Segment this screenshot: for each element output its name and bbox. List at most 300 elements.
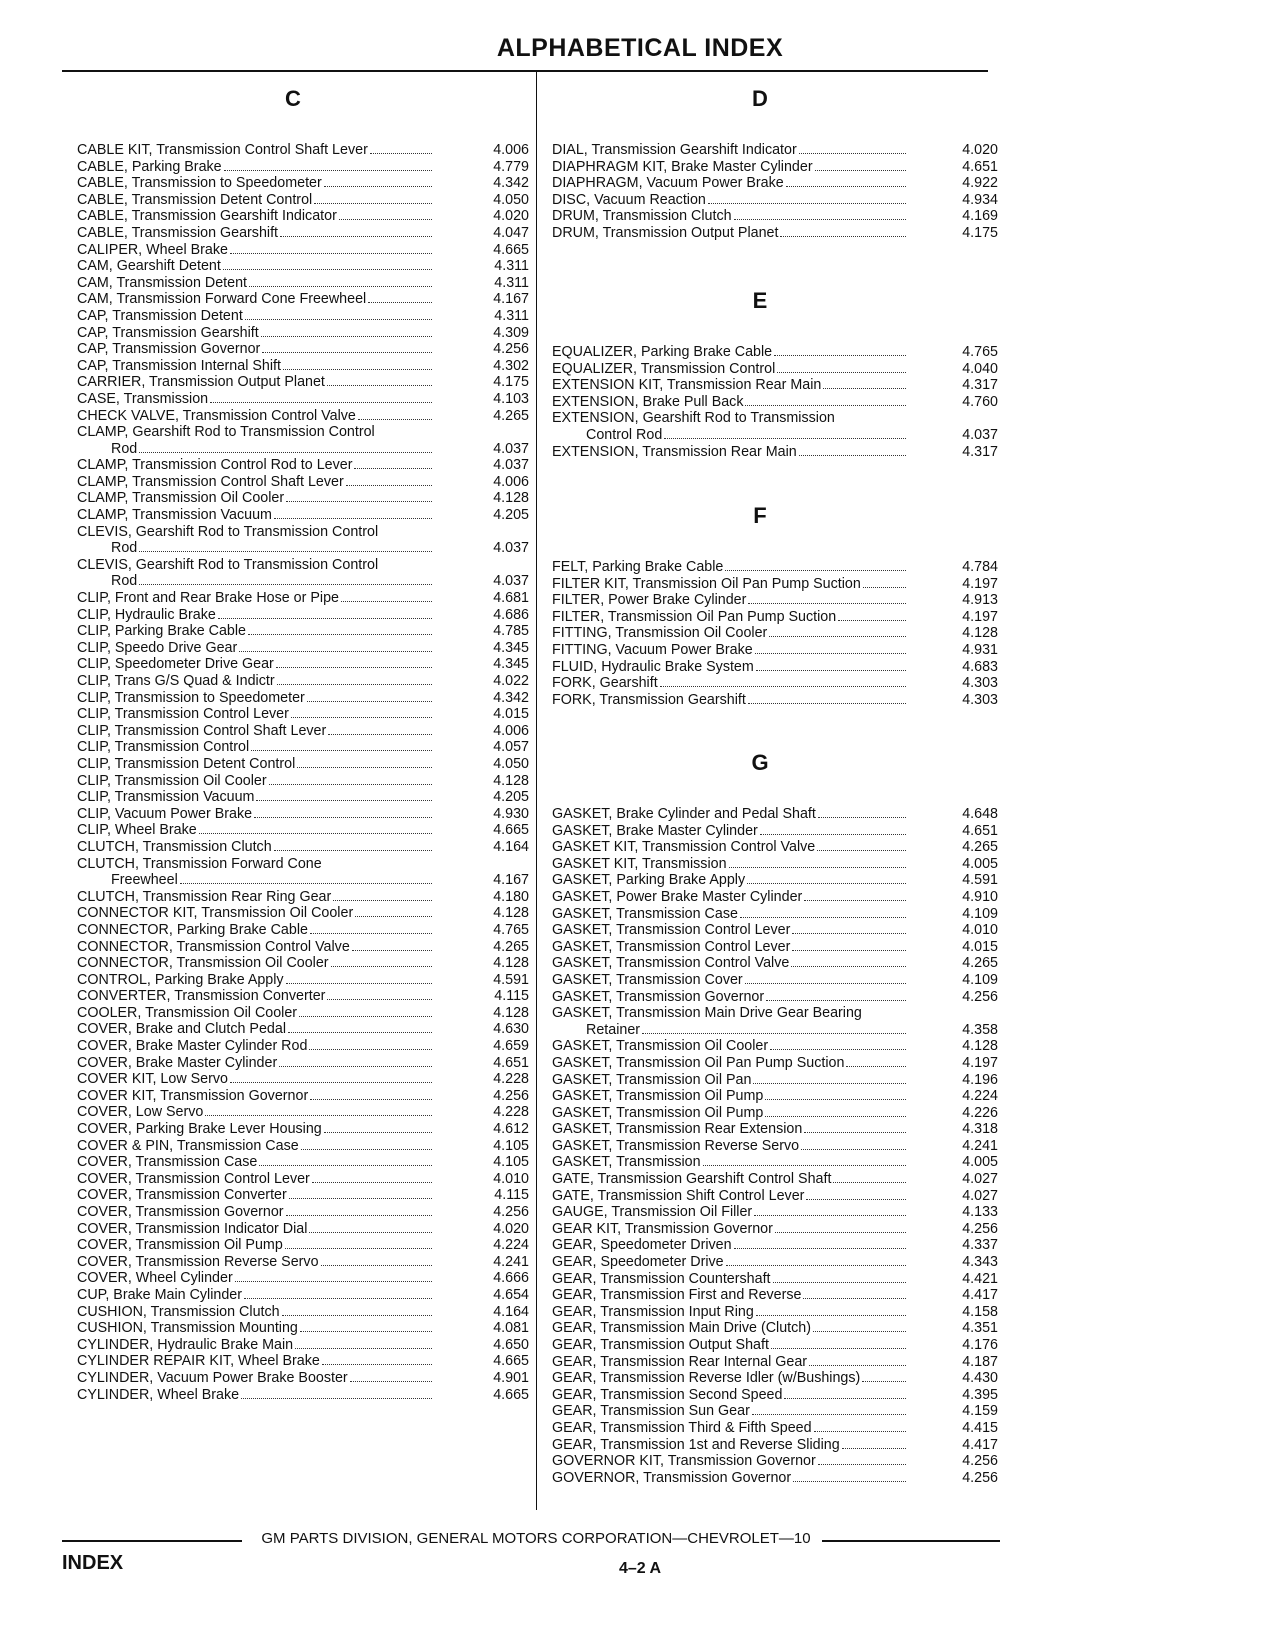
dot-leader — [251, 750, 432, 751]
entry-description: CABLE, Transmission Gearshift Indicator — [77, 208, 337, 225]
dot-leader — [285, 1248, 432, 1249]
dot-leader — [756, 670, 906, 671]
dot-leader — [754, 1215, 906, 1216]
dot-leader — [780, 236, 906, 237]
index-entry — [77, 524, 529, 541]
entry-reference-number: 4.666 — [493, 1270, 529, 1287]
entry-description: GASKET KIT, Transmission Control Valve — [552, 839, 816, 856]
entry-description: CLIP, Hydraulic Brake — [77, 606, 216, 623]
entry-reference-number: 4.417 — [962, 1287, 998, 1304]
dot-leader — [328, 734, 432, 735]
index-entry — [77, 856, 529, 873]
index-entry — [552, 192, 998, 209]
entry-description: COVER, Parking Brake Lever Housing — [77, 1121, 322, 1138]
dot-leader — [139, 551, 432, 552]
dot-leader — [799, 153, 906, 154]
entry-reference-number: 4.205 — [493, 789, 529, 806]
title-rule — [62, 70, 988, 72]
index-entry — [77, 955, 529, 972]
entry-description: GEAR, Transmission First and Reverse — [552, 1287, 802, 1304]
index-entry — [552, 1254, 998, 1271]
entry-description: CLIP, Transmission Control Lever — [77, 706, 289, 723]
dot-leader — [310, 933, 432, 934]
dot-leader — [747, 883, 906, 884]
entry-reference-number: 4.930 — [493, 805, 529, 822]
dot-leader — [210, 402, 432, 403]
index-entry — [552, 361, 998, 378]
dot-leader — [804, 900, 906, 901]
entry-reference-number: 4.265 — [493, 407, 529, 424]
index-entry — [552, 806, 998, 823]
dot-leader — [254, 817, 432, 818]
entry-description: CHECK VALVE, Transmission Control Valve — [77, 407, 356, 424]
entry-reference-number: 4.591 — [962, 872, 998, 889]
entry-reference-number: 4.115 — [494, 988, 529, 1005]
entry-reference-number: 4.265 — [962, 839, 998, 856]
dot-leader — [773, 1282, 906, 1283]
entry-description: CONNECTOR, Transmission Control Valve — [77, 938, 350, 955]
dot-leader — [291, 717, 432, 718]
index-entry — [552, 1337, 998, 1354]
entry-description: GEAR, Transmission Third & Fifth Speed — [552, 1419, 812, 1436]
dot-leader — [774, 355, 906, 356]
entry-reference-number: 4.311 — [494, 274, 529, 291]
index-entry — [552, 208, 998, 225]
entry-description: CAP, Transmission Internal Shift — [77, 357, 281, 374]
index-entry — [77, 142, 529, 159]
index-entry — [77, 773, 529, 790]
index-entry — [552, 1287, 998, 1304]
entry-reference-number: 4.779 — [493, 158, 529, 175]
entry-reference-number: 4.020 — [493, 208, 529, 225]
index-entry — [552, 675, 998, 692]
dot-leader — [809, 1365, 906, 1366]
index-entry — [552, 1005, 998, 1022]
index-entry — [77, 1353, 529, 1370]
entry-description: CONNECTOR KIT, Transmission Oil Cooler — [77, 905, 354, 922]
entry-description: FELT, Parking Brake Cable — [552, 559, 724, 575]
entry-description: GASKET, Transmission Governor — [552, 988, 765, 1005]
entry-description: CLIP, Speedo Drive Gear — [77, 639, 238, 656]
entry-reference-number: 4.256 — [962, 1453, 998, 1470]
index-entry — [77, 441, 529, 458]
entry-reference-number: 4.020 — [962, 142, 998, 158]
index-entry — [552, 906, 998, 923]
entry-reference-number: 4.337 — [962, 1237, 998, 1254]
entry-reference-number: 4.648 — [962, 806, 998, 822]
dot-leader — [310, 1099, 432, 1100]
entry-description: CUSHION, Transmission Clutch — [77, 1303, 280, 1320]
entry-description: GEAR, Transmission Main Drive (Clutch) — [552, 1320, 811, 1337]
entry-description: COOLER, Transmission Oil Cooler — [77, 1004, 298, 1021]
dot-leader — [321, 1265, 432, 1266]
entry-description: GASKET, Power Brake Master Cylinder — [552, 888, 803, 905]
entry-reference-number: 4.037 — [493, 457, 529, 474]
index-entries — [77, 142, 529, 1403]
dot-leader — [784, 1398, 906, 1399]
index-entry — [552, 1437, 998, 1454]
index-entry — [77, 673, 529, 690]
page-title: ALPHABETICAL INDEX — [496, 34, 784, 62]
entry-description: CABLE, Transmission Detent Control — [77, 191, 313, 208]
entry-reference-number: 4.630 — [493, 1021, 529, 1038]
entry-reference-number: 4.005 — [962, 855, 998, 872]
index-entry — [552, 1370, 998, 1387]
entry-reference-number: 4.050 — [493, 191, 529, 208]
entry-reference-number: 4.128 — [962, 625, 998, 642]
entry-reference-number: 4.022 — [493, 673, 529, 689]
index-entry — [552, 856, 998, 873]
index-entry — [77, 490, 529, 507]
entry-reference-number: 4.665 — [493, 1386, 529, 1403]
entry-description: COVER, Transmission Control Lever — [77, 1170, 310, 1187]
entry-description: CLIP, Transmission to Speedometer — [77, 689, 305, 706]
entry-reference-number: 4.303 — [962, 691, 998, 708]
dot-leader — [792, 950, 906, 951]
entry-reference-number: 4.081 — [493, 1320, 529, 1337]
entry-description: CLIP, Wheel Brake — [77, 822, 197, 839]
dot-leader — [358, 419, 432, 420]
index-entry — [77, 1320, 529, 1337]
dot-leader — [765, 1116, 906, 1117]
dot-leader — [245, 319, 432, 320]
entry-description: COVER KIT, Transmission Governor — [77, 1087, 309, 1104]
dot-leader — [769, 636, 906, 637]
entry-reference-number: 4.047 — [493, 224, 529, 241]
index-entry — [77, 1370, 529, 1387]
entry-description: CYLINDER, Vacuum Power Brake Booster — [77, 1369, 348, 1386]
dot-leader — [350, 1381, 432, 1382]
entry-description: GASKET, Parking Brake Apply — [552, 872, 746, 889]
index-entry — [77, 258, 529, 275]
entry-description: DIAPHRAGM, Vacuum Power Brake — [552, 175, 784, 192]
entry-reference-number: 4.109 — [962, 905, 998, 922]
index-entry — [77, 225, 529, 242]
dot-leader — [277, 684, 432, 685]
dot-leader — [725, 570, 906, 571]
entry-description: GASKET, Transmission Oil Pump — [552, 1088, 764, 1105]
index-entry — [77, 1154, 529, 1171]
dot-leader — [703, 1165, 906, 1166]
entry-description: COVER, Transmission Reverse Servo — [77, 1253, 319, 1270]
footer-publisher: GM PARTS DIVISION, GENERAL MOTORS CORPORATION—CHEVROLET—10 — [261, 1530, 811, 1547]
index-entry — [552, 1121, 998, 1138]
entry-description: FILTER KIT, Transmission Oil Pan Pump Suction — [552, 575, 861, 592]
entry-reference-number: 4.910 — [962, 888, 998, 905]
entry-description: GEAR, Speedometer Driven — [552, 1237, 732, 1254]
entry-description: FORK, Gearshift — [552, 675, 658, 692]
entry-description: COVER, Transmission Indicator Dial — [77, 1220, 308, 1237]
index-entry — [77, 1138, 529, 1155]
entry-reference-number: 4.421 — [962, 1270, 998, 1287]
entry-reference-number: 4.343 — [962, 1254, 998, 1271]
index-entry — [77, 408, 529, 425]
index-entry — [77, 1005, 529, 1022]
entry-description: COVER, Transmission Case — [77, 1154, 258, 1171]
dot-leader — [355, 916, 432, 917]
dot-leader — [745, 405, 906, 406]
dot-leader — [708, 203, 906, 204]
entry-reference-number: 4.931 — [962, 641, 998, 658]
entry-description: CALIPER, Wheel Brake — [77, 241, 228, 258]
dot-leader — [274, 518, 432, 519]
dot-leader — [370, 153, 432, 154]
entry-reference-number: 4.317 — [962, 377, 998, 394]
entry-description: FLUID, Hydraulic Brake System — [552, 658, 754, 675]
dot-leader — [199, 833, 432, 834]
entry-reference-number: 4.158 — [962, 1303, 998, 1320]
entry-description: DRUM, Transmission Output Planet — [552, 224, 779, 241]
index-entry — [77, 1304, 529, 1321]
entry-reference-number: 4.180 — [493, 888, 529, 905]
index-entry — [552, 972, 998, 989]
dot-leader — [276, 667, 432, 668]
index-entry — [77, 1221, 529, 1238]
entry-reference-number: 4.345 — [493, 639, 529, 656]
entry-description: CLIP, Transmission Oil Cooler — [77, 772, 267, 789]
index-entry — [77, 1287, 529, 1304]
index-entry — [552, 427, 998, 444]
index-entry — [552, 1320, 998, 1337]
entry-description: CLEVIS, Gearshift Rod to Transmission Control — [77, 556, 379, 573]
entry-description: CLUTCH, Transmission Rear Ring Gear — [77, 888, 332, 905]
dot-leader — [341, 601, 432, 602]
dot-leader — [205, 1115, 432, 1116]
dot-leader — [354, 468, 432, 469]
entry-description: GASKET KIT, Transmission — [552, 855, 727, 872]
entry-description: GEAR KIT, Transmission Governor — [552, 1220, 773, 1237]
dot-leader — [286, 983, 432, 984]
entry-reference-number: 4.115 — [494, 1187, 529, 1204]
entry-description: GASKET, Transmission Oil Cooler — [552, 1038, 769, 1055]
entry-description: CLAMP, Transmission Vacuum — [77, 507, 272, 524]
index-entry — [552, 344, 998, 361]
index-entry — [77, 806, 529, 823]
index-entry — [552, 1038, 998, 1055]
entry-reference-number: 4.256 — [493, 1204, 529, 1220]
entry-description: GASKET, Transmission Oil Pan — [552, 1071, 752, 1088]
dot-leader — [642, 1033, 906, 1034]
dot-leader — [368, 302, 432, 303]
dot-leader — [792, 933, 906, 934]
dot-leader — [346, 485, 432, 486]
dot-leader — [862, 1381, 906, 1382]
entry-reference-number: 4.175 — [962, 224, 998, 241]
index-entry — [552, 1354, 998, 1371]
entry-description: CLAMP, Transmission Oil Cooler — [77, 490, 285, 507]
dot-leader — [729, 867, 906, 868]
index-entry — [77, 1071, 529, 1088]
dot-leader — [239, 651, 432, 652]
index-entry — [77, 1055, 529, 1072]
index-entry — [77, 739, 529, 756]
dot-leader — [241, 1398, 432, 1399]
index-entry — [552, 609, 998, 626]
dot-leader — [777, 372, 906, 373]
entry-reference-number: 4.176 — [962, 1337, 998, 1353]
entry-reference-number: 4.103 — [493, 390, 529, 407]
entry-description: EQUALIZER, Transmission Control — [552, 360, 776, 377]
dot-leader — [249, 286, 432, 287]
entry-description: DIAL, Transmission Gearshift Indicator — [552, 142, 797, 158]
entry-reference-number: 4.015 — [962, 938, 998, 955]
entry-reference-number: 4.128 — [962, 1038, 998, 1055]
dot-leader — [309, 1232, 432, 1233]
entry-reference-number: 4.241 — [962, 1137, 998, 1154]
dot-leader — [230, 1082, 432, 1083]
index-entry — [552, 394, 998, 411]
dot-leader — [823, 388, 906, 389]
index-entry — [77, 839, 529, 856]
entry-reference-number: 4.027 — [962, 1171, 998, 1188]
index-entry — [77, 789, 529, 806]
entry-reference-number: 4.224 — [493, 1237, 529, 1254]
entry-description: Freewheel — [111, 872, 178, 889]
entry-reference-number: 4.665 — [493, 241, 529, 258]
entry-reference-number: 4.169 — [962, 208, 998, 225]
entry-reference-number: 4.913 — [962, 592, 998, 609]
index-entry — [77, 756, 529, 773]
dot-leader — [791, 966, 906, 967]
entry-reference-number: 4.303 — [962, 675, 998, 692]
entry-description: GOVERNOR KIT, Transmission Governor — [552, 1453, 816, 1470]
section-letter: F — [753, 503, 767, 528]
index-entry — [77, 275, 529, 292]
entry-description: COVER & PIN, Transmission Case — [77, 1137, 299, 1154]
dot-leader — [295, 1348, 432, 1349]
entry-description: GASKET, Brake Cylinder and Pedal Shaft — [552, 806, 816, 822]
dot-leader — [793, 1481, 906, 1482]
index-entry — [77, 723, 529, 740]
entry-description: GASKET, Transmission Case — [552, 905, 738, 922]
index-entry — [552, 922, 998, 939]
entry-reference-number: 4.651 — [962, 822, 998, 839]
dot-leader — [833, 1182, 906, 1183]
entry-reference-number: 4.020 — [493, 1220, 529, 1237]
index-entry — [552, 889, 998, 906]
entry-description: EXTENSION, Transmission Rear Main — [552, 443, 797, 460]
dot-leader — [280, 236, 432, 237]
index-entry — [552, 1271, 998, 1288]
index-entry — [552, 1420, 998, 1437]
entry-reference-number: 4.922 — [962, 175, 998, 192]
entry-description: CLIP, Vacuum Power Brake — [77, 805, 253, 822]
dot-leader — [818, 817, 906, 818]
entry-reference-number: 4.109 — [962, 971, 998, 988]
entry-reference-number: 4.010 — [962, 922, 998, 939]
entry-reference-number: 4.128 — [493, 955, 529, 972]
entry-description: GASKET, Transmission Main Drive Gear Bearing — [552, 1005, 862, 1022]
index-entry — [552, 1237, 998, 1254]
index-entry — [77, 706, 529, 723]
entry-description: GOVERNOR, Transmission Governor — [552, 1469, 792, 1486]
dot-leader — [863, 587, 906, 588]
index-entries — [552, 806, 998, 1486]
dot-leader — [814, 1431, 906, 1432]
entry-description: GASKET, Transmission Oil Pan Pump Suction — [552, 1054, 845, 1071]
entry-description: CUSHION, Transmission Mounting — [77, 1320, 298, 1337]
entry-reference-number: 4.256 — [962, 988, 998, 1005]
entry-description: DISC, Vacuum Reaction — [552, 191, 706, 208]
entry-reference-number: 4.128 — [493, 905, 529, 922]
dot-leader — [740, 917, 906, 918]
dot-leader — [799, 455, 906, 456]
index-entry — [77, 474, 529, 491]
dot-leader — [748, 703, 906, 704]
dot-leader — [261, 336, 432, 337]
dot-leader — [331, 966, 432, 967]
index-entry — [552, 1304, 998, 1321]
entry-description: GAUGE, Transmission Oil Filler — [552, 1204, 753, 1221]
index-entry — [77, 922, 529, 939]
dot-leader — [818, 1464, 906, 1465]
entry-description: CAP, Transmission Governor — [77, 341, 261, 358]
index-entries — [552, 344, 998, 460]
index-entry — [552, 1387, 998, 1404]
index-entry — [552, 1138, 998, 1155]
entry-reference-number: 4.302 — [493, 357, 529, 374]
dot-leader — [312, 1182, 432, 1183]
entry-reference-number: 4.057 — [493, 739, 529, 756]
entry-description: CAM, Transmission Forward Cone Freewheel — [77, 291, 367, 308]
entry-reference-number: 4.224 — [962, 1088, 998, 1105]
dot-leader — [813, 1331, 906, 1332]
entry-description: CAM, Transmission Detent — [77, 274, 248, 291]
index-entry — [552, 1072, 998, 1089]
entry-description: CABLE, Transmission Gearshift — [77, 224, 279, 241]
entry-description: CLUTCH, Transmission Forward Cone — [77, 855, 322, 872]
entry-reference-number: 4.159 — [962, 1403, 998, 1420]
entry-description: CLIP, Transmission Control Shaft Lever — [77, 722, 327, 739]
index-entry — [77, 1104, 529, 1121]
entry-description: GASKET, Transmission Control Valve — [552, 955, 790, 972]
index-entry — [77, 341, 529, 358]
dot-leader — [289, 1198, 432, 1199]
entry-reference-number: 4.167 — [493, 291, 529, 308]
entry-description: Rod — [111, 440, 138, 457]
entry-reference-number: 4.196 — [962, 1071, 998, 1088]
index-entry — [77, 1387, 529, 1404]
index-entry — [552, 659, 998, 676]
entry-description: CLIP, Parking Brake Cable — [77, 623, 247, 640]
entry-description: COVER, Low Servo — [77, 1104, 204, 1121]
entry-description: CLIP, Transmission Vacuum — [77, 789, 255, 806]
index-entry — [77, 972, 529, 989]
entry-description: CABLE, Parking Brake — [77, 158, 222, 175]
column-divider — [536, 72, 537, 1510]
index-entry — [77, 557, 529, 574]
section-letter: G — [751, 750, 769, 775]
dot-leader — [286, 501, 432, 502]
entry-description: EQUALIZER, Parking Brake Cable — [552, 344, 773, 360]
entry-reference-number: 4.105 — [493, 1137, 529, 1154]
entry-description: CYLINDER REPAIR KIT, Wheel Brake — [77, 1353, 320, 1370]
dot-leader — [806, 1199, 906, 1200]
entry-description: CLIP, Transmission Control — [77, 739, 250, 756]
entry-reference-number: 4.256 — [962, 1220, 998, 1237]
entry-description: GEAR, Speedometer Drive — [552, 1254, 724, 1271]
entry-reference-number: 4.317 — [962, 443, 998, 460]
entry-reference-number: 4.005 — [962, 1154, 998, 1171]
index-entry — [552, 642, 998, 659]
dot-leader — [139, 584, 432, 585]
index-entry — [552, 1470, 998, 1487]
dot-leader — [322, 1364, 432, 1365]
index-entry — [552, 839, 998, 856]
index-entry — [552, 625, 998, 642]
entry-description: Control Rod — [586, 426, 663, 443]
dot-leader — [734, 219, 906, 220]
